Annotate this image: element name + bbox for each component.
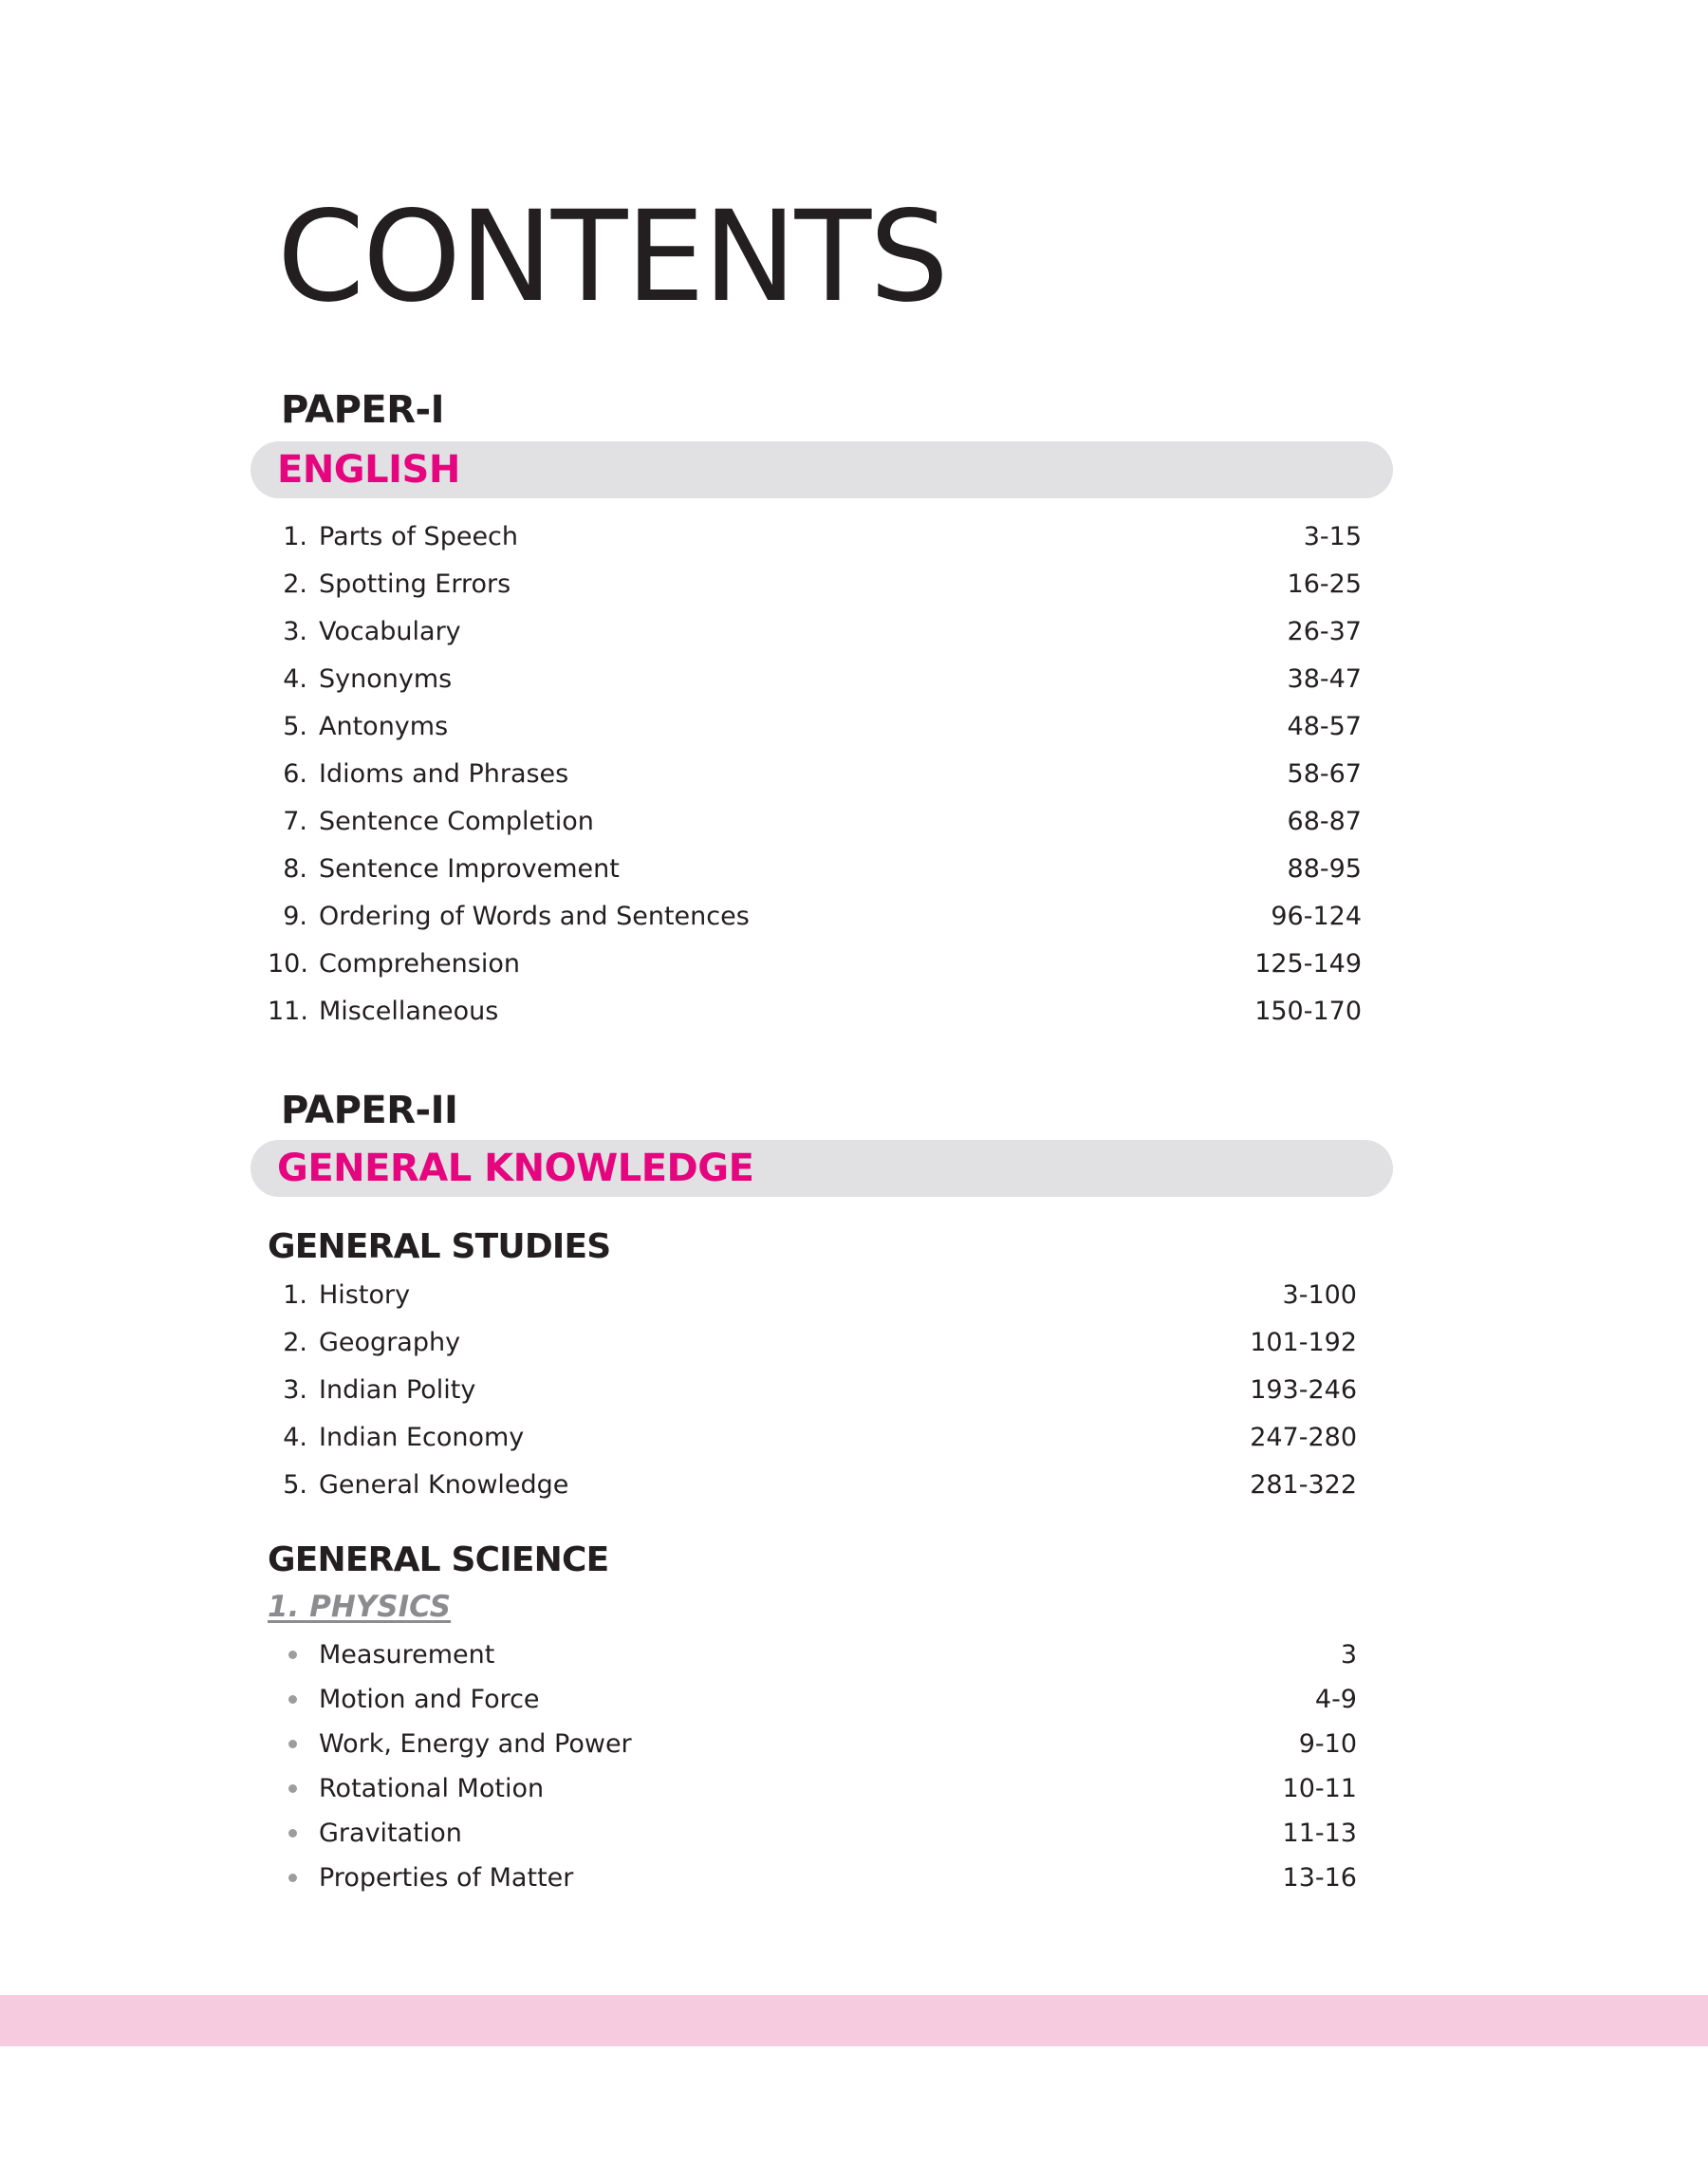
list-item [268, 1856, 1357, 1900]
paper-2-label: PAPER-II [281, 1089, 458, 1132]
list-item [268, 656, 1362, 703]
item-title: Parts of Speech [319, 522, 519, 551]
item-pages: 193-246 [1250, 1375, 1357, 1405]
list-item [268, 988, 1362, 1036]
item-pages: 150-170 [1254, 997, 1362, 1026]
item-title: General Knowledge [319, 1470, 569, 1500]
item-pages: 88-95 [1287, 854, 1362, 884]
item-pages: 16-25 [1287, 569, 1362, 599]
item-pages: 101-192 [1250, 1328, 1357, 1357]
item-pages: 26-37 [1287, 617, 1362, 646]
list-item [268, 1677, 1357, 1722]
item-number: 8. [283, 854, 307, 884]
english-contents-list [268, 513, 1362, 1036]
item-pages: 4-9 [1314, 1685, 1357, 1714]
item-pages: 247-280 [1250, 1423, 1357, 1452]
item-pages: 125-149 [1254, 949, 1362, 979]
list-item [268, 1367, 1357, 1414]
paper-1-label: PAPER-I [281, 388, 445, 432]
item-title: Synonyms [319, 664, 453, 694]
bullet-icon [288, 1784, 297, 1793]
item-number: 4. [283, 664, 307, 694]
item-number: 7. [283, 807, 307, 836]
list-item [268, 893, 1362, 941]
item-title: Properties of Matter [319, 1863, 574, 1893]
item-pages: 96-124 [1271, 902, 1362, 931]
item-number: 1. [283, 1280, 307, 1310]
list-item [268, 608, 1362, 656]
list-item [268, 1272, 1357, 1319]
item-title: Gravitation [319, 1819, 462, 1848]
item-number: 11. [268, 997, 308, 1026]
item-pages: 13-16 [1282, 1863, 1357, 1893]
bullet-icon [288, 1651, 297, 1659]
english-banner-label: ENGLISH [277, 448, 460, 492]
item-number: 6. [283, 759, 307, 789]
bullet-icon [288, 1829, 297, 1838]
list-item [268, 846, 1362, 893]
general-studies-heading: GENERAL STUDIES [268, 1227, 611, 1266]
item-title: Idioms and Phrases [319, 759, 569, 789]
item-pages: 10-11 [1282, 1774, 1357, 1803]
item-title: Miscellaneous [319, 997, 499, 1026]
item-number: 9. [283, 902, 307, 931]
general-science-heading: GENERAL SCIENCE [268, 1540, 609, 1579]
item-title: Geography [319, 1328, 461, 1357]
item-pages: 11-13 [1282, 1819, 1357, 1848]
page-title: CONTENTS [277, 184, 948, 330]
list-item [268, 798, 1362, 846]
footer-band [0, 1995, 1708, 2046]
item-number: 5. [283, 1470, 307, 1500]
item-title: Comprehension [319, 949, 520, 979]
item-pages: 3 [1340, 1640, 1357, 1670]
item-title: Indian Economy [319, 1423, 525, 1452]
item-pages: 3-15 [1303, 522, 1362, 551]
item-title: Antonyms [319, 712, 449, 741]
list-item [268, 1633, 1357, 1677]
list-item [268, 1319, 1357, 1367]
physics-topics-list [268, 1633, 1357, 1900]
list-item [268, 941, 1362, 988]
list-item [268, 1722, 1357, 1766]
item-title: Spotting Errors [319, 569, 511, 599]
item-title: Sentence Improvement [319, 854, 620, 884]
bullet-icon [288, 1874, 297, 1882]
item-title: Measurement [319, 1640, 495, 1670]
physics-heading: 1. PHYSICS [268, 1590, 452, 1624]
list-item [268, 1462, 1357, 1509]
item-pages: 48-57 [1287, 712, 1362, 741]
bullet-icon [288, 1740, 297, 1748]
list-item [268, 1414, 1357, 1462]
list-item [268, 1766, 1357, 1811]
item-pages: 281-322 [1250, 1470, 1357, 1500]
general-knowledge-banner-label: GENERAL KNOWLEDGE [277, 1147, 754, 1190]
list-item [268, 751, 1362, 798]
list-item [268, 703, 1362, 751]
list-item [268, 561, 1362, 608]
item-number: 3. [283, 617, 307, 646]
item-number: 10. [268, 949, 308, 979]
item-title: Vocabulary [319, 617, 461, 646]
general-studies-list [268, 1272, 1357, 1509]
list-item [268, 1811, 1357, 1856]
item-pages: 38-47 [1287, 664, 1362, 694]
item-number: 4. [283, 1423, 307, 1452]
item-number: 5. [283, 712, 307, 741]
general-knowledge-banner [251, 1140, 1393, 1197]
list-item [268, 513, 1362, 561]
bullet-icon [288, 1695, 297, 1704]
item-title: Indian Polity [319, 1375, 476, 1405]
item-pages: 58-67 [1287, 759, 1362, 789]
item-title: Ordering of Words and Sentences [319, 902, 750, 931]
item-title: Motion and Force [319, 1685, 540, 1714]
item-title: History [319, 1280, 411, 1310]
item-title: Work, Energy and Power [319, 1729, 632, 1759]
item-number: 2. [283, 1328, 307, 1357]
item-title: Rotational Motion [319, 1774, 545, 1803]
item-number: 3. [283, 1375, 307, 1405]
item-number: 2. [283, 569, 307, 599]
item-pages: 3-100 [1282, 1280, 1357, 1310]
item-pages: 68-87 [1287, 807, 1362, 836]
item-title: Sentence Completion [319, 807, 594, 836]
english-banner [251, 441, 1393, 498]
item-number: 1. [283, 522, 307, 551]
item-pages: 9-10 [1298, 1729, 1357, 1759]
